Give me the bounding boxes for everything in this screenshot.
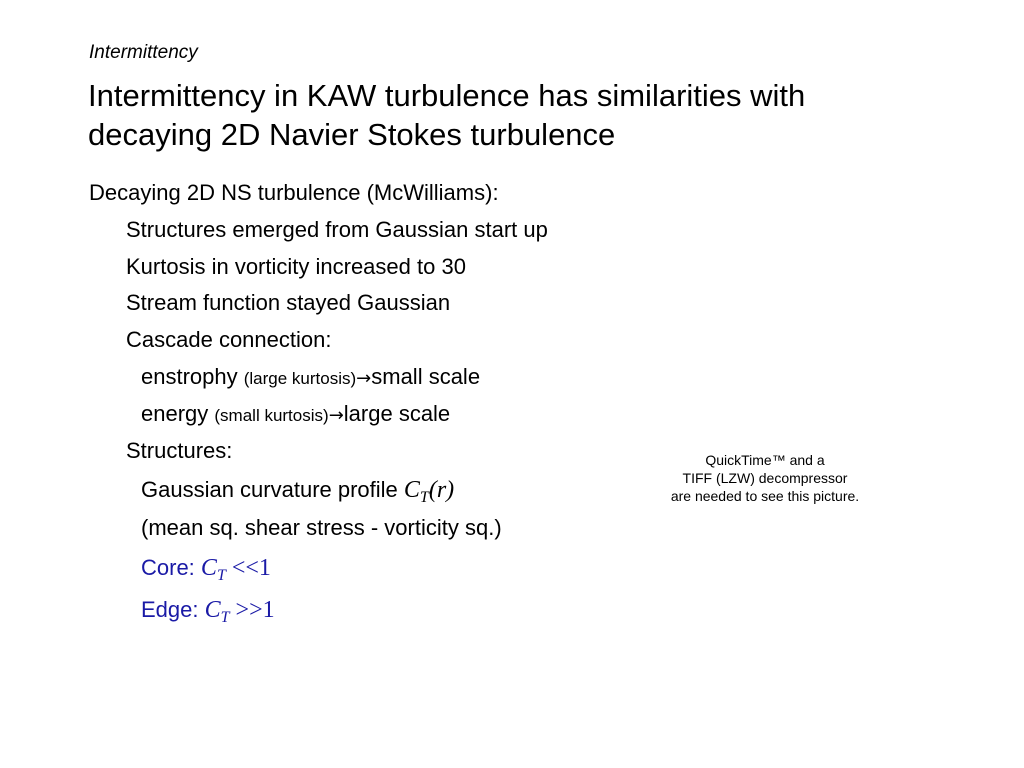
edge-subscript: T <box>220 609 230 626</box>
slide-title-line-1: Intermittency in KAW turbulence has similarities with <box>88 78 806 113</box>
slide-title-line-2: decaying 2D Navier Stokes turbulence <box>88 117 616 152</box>
slide-title <box>88 76 968 154</box>
bullet-curvature <box>141 477 455 506</box>
curvature-argument: (r) <box>428 477 455 503</box>
core-label: Core: <box>141 555 201 580</box>
bullet-structures-emerged: Structures emerged from Gaussian start up <box>126 217 548 242</box>
bullet-edge <box>141 597 275 626</box>
enstrophy-note: (large kurtosis) <box>243 369 357 388</box>
energy-result: large scale <box>343 401 451 426</box>
bullet-energy <box>141 401 450 429</box>
bullet-core <box>141 555 271 584</box>
core-subscript: T <box>216 567 226 584</box>
energy-note: (small kurtosis) <box>214 406 329 425</box>
core-symbol: C <box>200 555 217 581</box>
bullet-cascade-heading: Cascade connection: <box>126 327 332 352</box>
core-relation: <<1 <box>225 555 271 581</box>
bullet-kurtosis: Kurtosis in vorticity increased to 30 <box>126 254 466 279</box>
bullet-stream-function: Stream function stayed Gaussian <box>126 290 451 315</box>
quicktime-image-placeholder <box>630 451 900 505</box>
bullet-structures-heading: Structures: <box>126 438 233 463</box>
curvature-text: Gaussian curvature profile <box>141 477 404 502</box>
enstrophy-result: small scale <box>371 364 481 389</box>
edge-relation: >>1 <box>229 597 275 623</box>
bullet-mean-sq: (mean sq. shear stress - vorticity sq.) <box>141 515 502 540</box>
enstrophy-word: enstrophy <box>141 364 244 389</box>
energy-word: energy <box>141 401 215 426</box>
placeholder-line-3: are needed to see this picture. <box>670 488 860 504</box>
curvature-subscript: T <box>419 489 429 506</box>
placeholder-line-2: TIFF (LZW) decompressor <box>682 470 848 486</box>
slide-kicker: Intermittency <box>89 42 198 63</box>
right-arrow-icon: → <box>328 405 344 426</box>
bullet-enstrophy <box>141 364 480 392</box>
right-arrow-icon: → <box>356 368 372 389</box>
edge-label: Edge: <box>141 597 205 622</box>
edge-symbol: C <box>204 597 221 623</box>
placeholder-line-1: QuickTime™ and a <box>705 452 825 468</box>
curvature-symbol: C <box>403 477 420 503</box>
bullet-heading: Decaying 2D NS turbulence (McWilliams): <box>89 180 499 205</box>
